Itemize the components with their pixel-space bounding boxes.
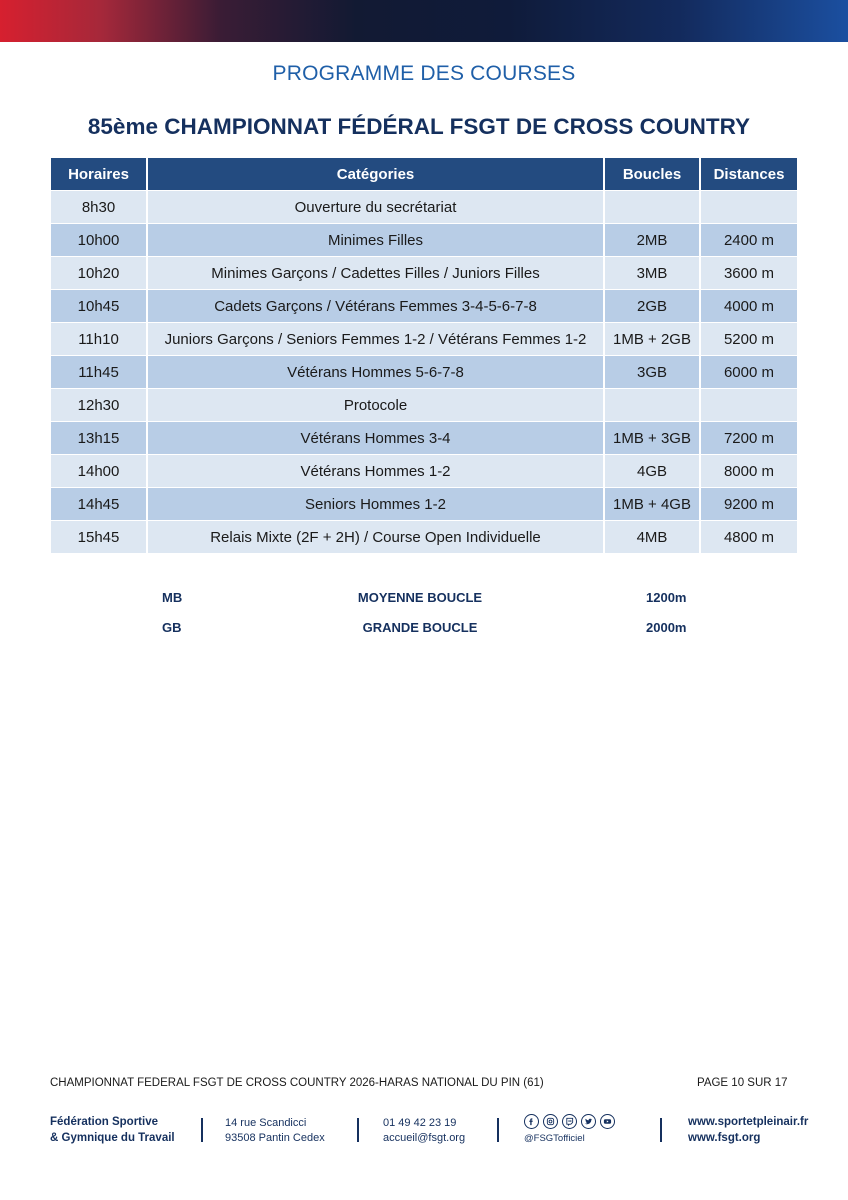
address-street: 14 rue Scandicci: [225, 1117, 307, 1129]
phone-number: 01 49 42 23 19: [383, 1117, 457, 1129]
table-header-row: [51, 158, 797, 191]
category-cell: Vétérans Hommes 3-4: [147, 422, 604, 455]
loop-legend: [0, 590, 848, 650]
footer-separator: [660, 1118, 662, 1142]
table-row: [51, 488, 797, 521]
website-link[interactable]: www.sportetpleinair.fr: [688, 1116, 809, 1128]
distance-cell: [700, 191, 797, 224]
footer-separator: [357, 1118, 359, 1142]
loops-cell: 4GB: [604, 455, 700, 488]
legend-label: MOYENNE BOUCLE: [357, 590, 483, 605]
legend-distance: 1200m: [646, 590, 687, 605]
category-cell: Relais Mixte (2F + 2H) / Course Open Individuelle: [147, 521, 604, 554]
column-header-boucles: Boucles: [604, 158, 700, 191]
page-number: PAGE 10 SUR 17: [697, 1077, 788, 1089]
category-cell: Minimes Filles: [147, 224, 604, 257]
legend-abbreviation: MB: [162, 590, 183, 605]
loops-cell: 1MB + 2GB: [604, 323, 700, 356]
distance-cell: 6000 m: [700, 356, 797, 389]
time-cell: 11h10: [51, 323, 147, 356]
time-cell: 8h30: [51, 191, 147, 224]
table-row: [51, 356, 797, 389]
legend-abbreviation: GB: [162, 620, 182, 635]
distance-cell: 9200 m: [700, 488, 797, 521]
distance-cell: 8000 m: [700, 455, 797, 488]
category-cell: Juniors Garçons / Seniors Femmes 1-2 / Vétérans Femmes 1-2: [147, 323, 604, 356]
section-title: PROGRAMME DES COURSES: [272, 62, 576, 85]
legend-label: GRANDE BOUCLE: [362, 620, 478, 635]
loops-cell: 2MB: [604, 224, 700, 257]
time-cell: 11h45: [51, 356, 147, 389]
legend-row: [0, 590, 848, 620]
column-header-horaires: Horaires: [51, 158, 147, 191]
twitch-icon[interactable]: [562, 1114, 577, 1129]
distance-cell: 3600 m: [700, 257, 797, 290]
category-cell: Seniors Hommes 1-2: [147, 488, 604, 521]
time-cell: 14h45: [51, 488, 147, 521]
schedule-table: [51, 158, 797, 553]
distance-cell: 5200 m: [700, 323, 797, 356]
distance-cell: 4800 m: [700, 521, 797, 554]
table-row: [51, 521, 797, 554]
table-row: [51, 191, 797, 224]
table-row: [51, 455, 797, 488]
table-row: [51, 224, 797, 257]
instagram-icon[interactable]: [543, 1114, 558, 1129]
email-link[interactable]: accueil@fsgt.org: [383, 1132, 466, 1144]
loops-cell: 1MB + 4GB: [604, 488, 700, 521]
youtube-icon[interactable]: [600, 1114, 615, 1129]
website-link[interactable]: www.fsgt.org: [688, 1132, 761, 1144]
top-color-band: [0, 0, 848, 42]
federation-name: [50, 1114, 175, 1146]
loops-cell: 4MB: [604, 521, 700, 554]
distance-cell: 7200 m: [700, 422, 797, 455]
page-title: 85ème CHAMPIONNAT FÉDÉRAL FSGT DE CROSS COUNTRY: [87, 114, 751, 139]
postal-address: [225, 1116, 325, 1146]
distance-cell: [700, 389, 797, 422]
category-cell: Cadets Garçons / Vétérans Femmes 3-4-5-6-7-8: [147, 290, 604, 323]
table-row: [51, 290, 797, 323]
category-cell: Minimes Garçons / Cadettes Filles / Juniors Filles: [147, 257, 604, 290]
loops-cell: [604, 191, 700, 224]
column-header-categories: Catégories: [147, 158, 604, 191]
twitter-icon[interactable]: [581, 1114, 596, 1129]
time-cell: 14h00: [51, 455, 147, 488]
footer-separator: [201, 1118, 203, 1142]
distance-cell: 2400 m: [700, 224, 797, 257]
time-cell: 10h00: [51, 224, 147, 257]
table-row: [51, 257, 797, 290]
social-handle: @FSGTofficiel: [524, 1133, 585, 1144]
loops-cell: 1MB + 3GB: [604, 422, 700, 455]
websites: [688, 1114, 808, 1146]
table-row: [51, 422, 797, 455]
column-header-distances: Distances: [700, 158, 797, 191]
legend-distance: 2000m: [646, 620, 687, 635]
footer-separator: [497, 1118, 499, 1142]
category-cell: Protocole: [147, 389, 604, 422]
category-cell: Ouverture du secrétariat: [147, 191, 604, 224]
address-city: 93508 Pantin Cedex: [225, 1132, 325, 1144]
legend-row: [0, 620, 848, 650]
loops-cell: 2GB: [604, 290, 700, 323]
loops-cell: 3GB: [604, 356, 700, 389]
social-links: [524, 1114, 615, 1144]
federation-name-line2: & Gymnique du Travail: [50, 1132, 175, 1144]
contact-info: [383, 1116, 465, 1146]
facebook-icon[interactable]: [524, 1114, 539, 1129]
federation-name-line1: Fédération Sportive: [50, 1116, 158, 1128]
loops-cell: 3MB: [604, 257, 700, 290]
time-cell: 10h45: [51, 290, 147, 323]
time-cell: 12h30: [51, 389, 147, 422]
distance-cell: 4000 m: [700, 290, 797, 323]
table-row: [51, 389, 797, 422]
category-cell: Vétérans Hommes 5-6-7-8: [147, 356, 604, 389]
category-cell: Vétérans Hommes 1-2: [147, 455, 604, 488]
time-cell: 10h20: [51, 257, 147, 290]
loops-cell: [604, 389, 700, 422]
footer-document-line: CHAMPIONNAT FEDERAL FSGT DE CROSS COUNTRY 2026-HARAS NATIONAL DU PIN (61): [50, 1077, 544, 1089]
time-cell: 15h45: [51, 521, 147, 554]
time-cell: 13h15: [51, 422, 147, 455]
table-row: [51, 323, 797, 356]
